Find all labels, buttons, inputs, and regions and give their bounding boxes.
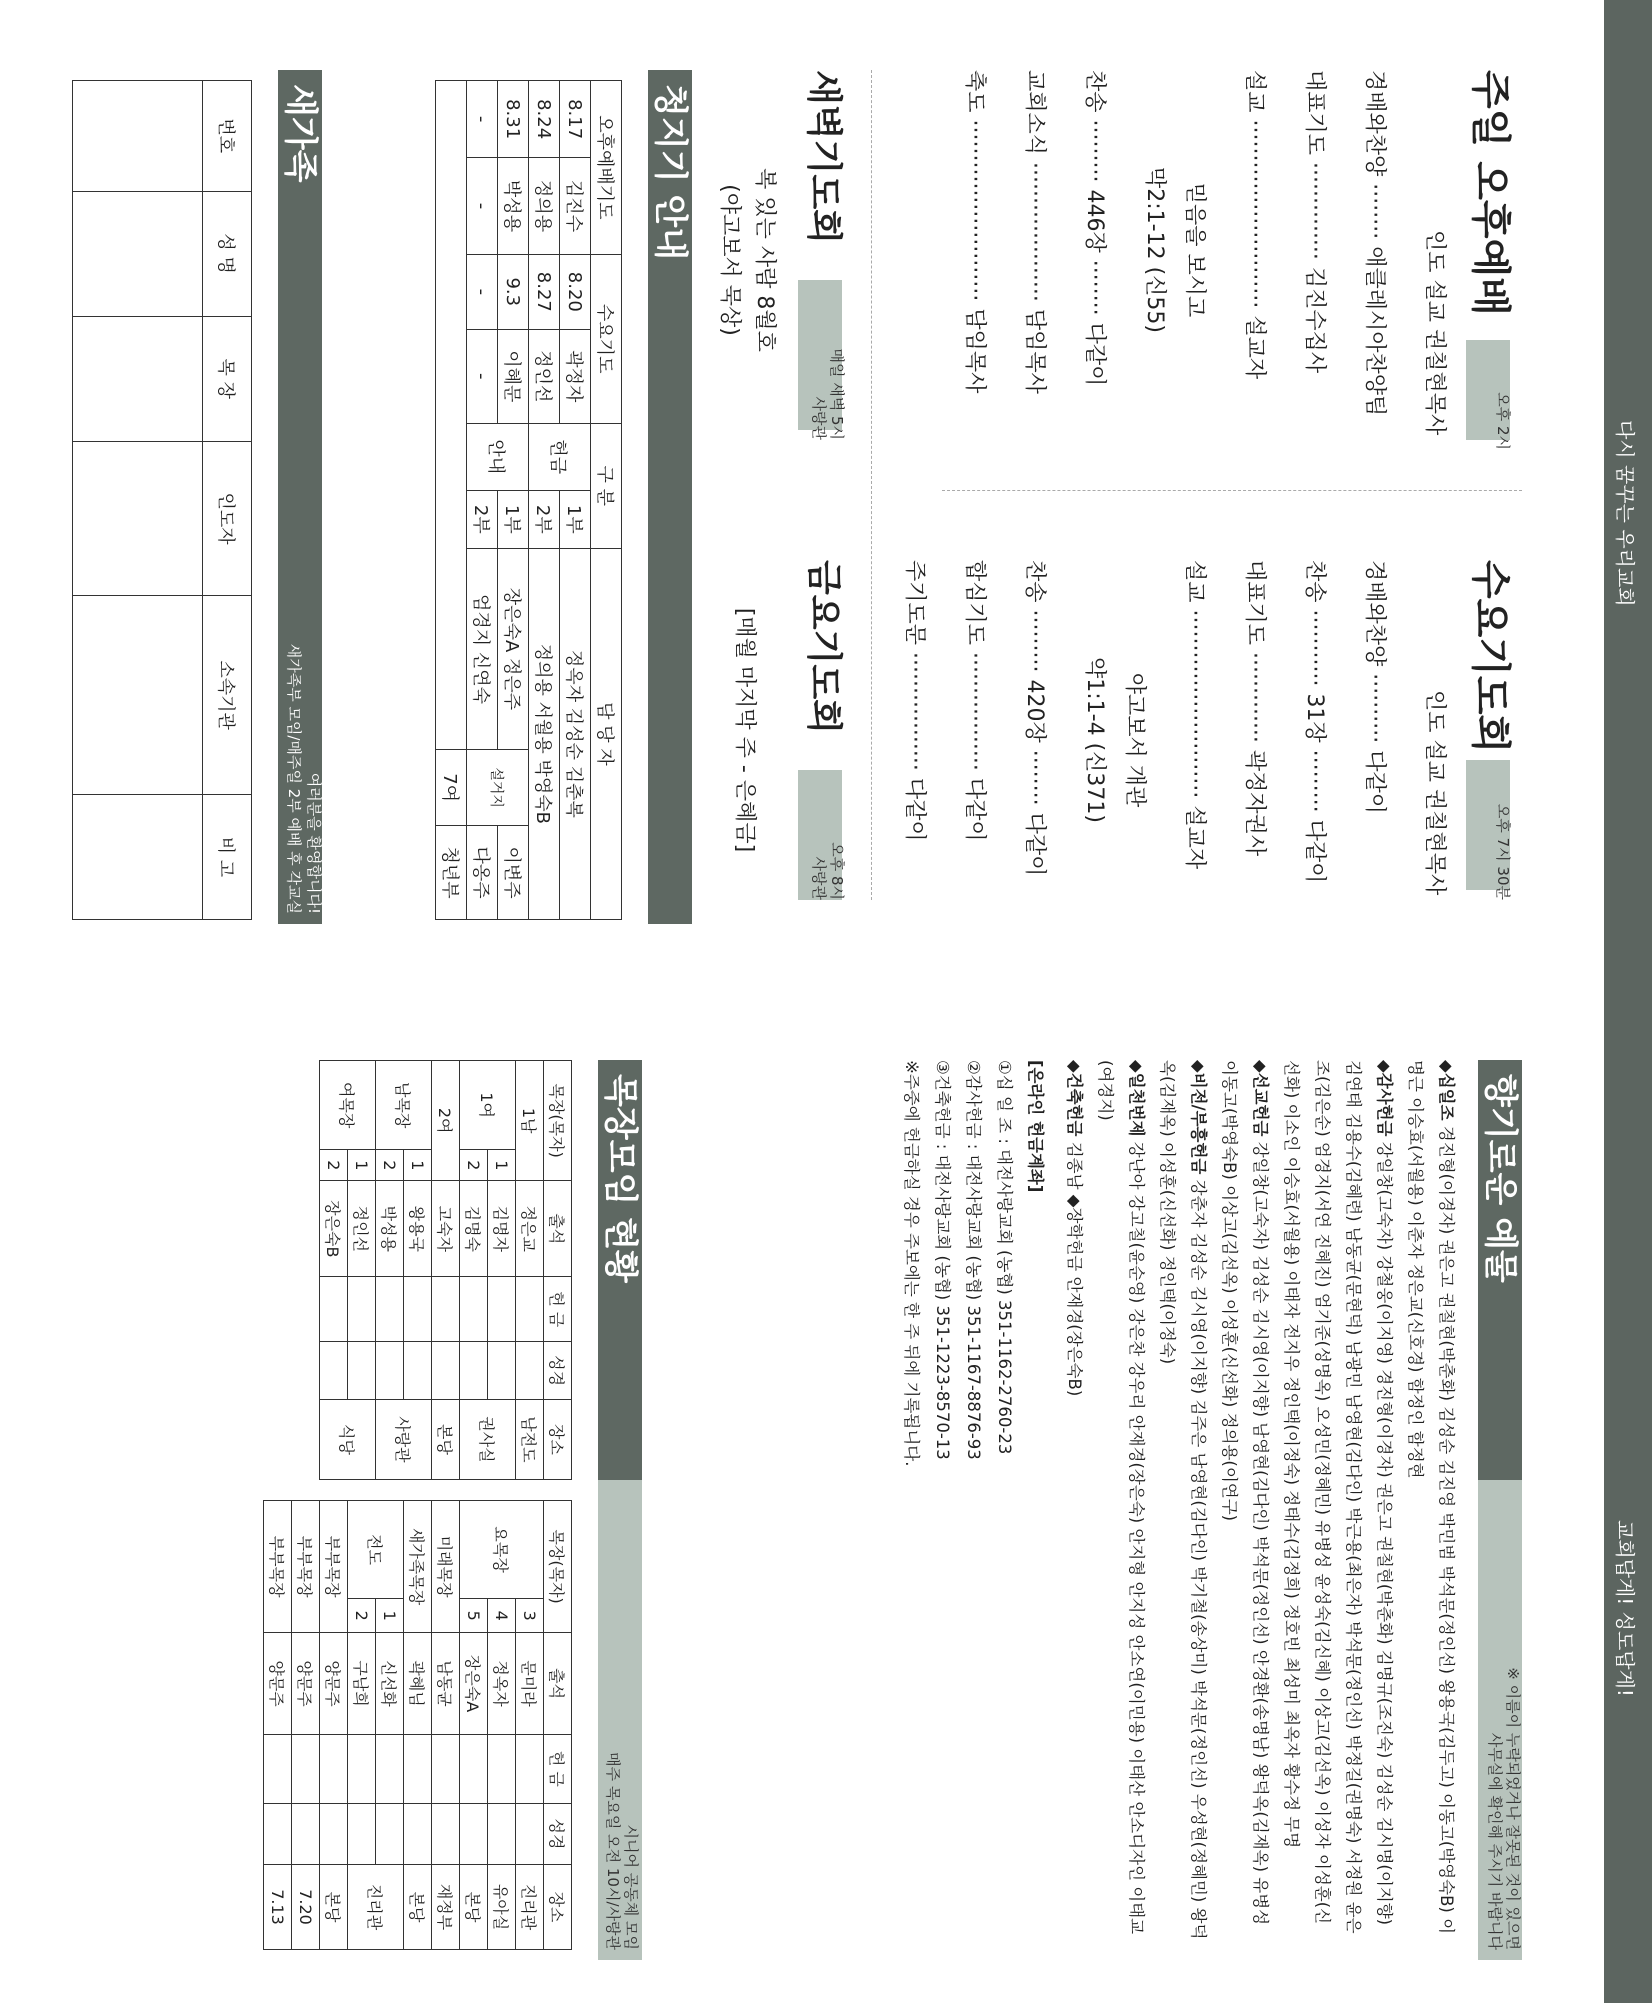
- dawn-sub: 매일 새벽 5시 사랑관: [810, 348, 846, 440]
- service-guide-title: 청지기 안내: [650, 84, 690, 261]
- table-row: 8.24 정의용 8.27 정인선 2부 정의용 서월용 박영숙B: [529, 81, 560, 920]
- table-row: 2여 고숙자 본당: [432, 1061, 460, 1480]
- dawn-line2: (야고보서 묵상): [717, 184, 742, 336]
- table-row: 5 장은숙A 본당: [460, 1501, 488, 1950]
- table-row: 부부목장 양문주 본당: [320, 1501, 348, 1950]
- cell-groups-table-right: 목장(목자) 출석 헌 금 성경 장소 요목장 3 문미라 진리관 4 정옥자 유아실 5 장은숙A 본당 미래목장 남동균 재정부 새가족목장 곽혜님 본당 전도 1 신선화 진리관 2 구남희 부부목장 양문주 본당 부부목장 양문주 7.20 부부목장 양문주 7.13: [263, 1500, 572, 1950]
- table-row: 7여 청년부: [436, 81, 467, 920]
- online-account: ③건축헌금 : 대전사랑교회 (농협) 351-1223-8570-13: [933, 1060, 952, 1460]
- sunday-pm-row: 대표기도 ·············· 김진수집사: [1302, 70, 1327, 374]
- wednesday-leader: 인도 설교 권칠현목사: [1422, 690, 1447, 896]
- table-row: 미래목장 남동균 재정부: [432, 1501, 460, 1950]
- wednesday-title: 수요기도회: [1467, 560, 1513, 754]
- online-title: [온라인 헌금계좌]: [1026, 1060, 1045, 1193]
- offering-item: ◆선교헌금 강일창(고숙자) 김성순 김시영(이지향) 남영현(김다인) 박석문(정인선) 안경환(송명남) 왕덕옥(김재옥) 유병성 이동고(박영숙B) 이상고(김선옥) 이성훈(신선화) 정의용(이연구): [1220, 1060, 1270, 1926]
- new-family-table: [72, 80, 252, 920]
- offering-header: [1478, 1060, 1522, 1494]
- table-row: [73, 81, 203, 920]
- offering-list: [896, 1060, 1462, 1940]
- service-guide-header: [648, 70, 692, 924]
- new-family-title: 새가족: [280, 84, 320, 183]
- wednesday-row: 경배와찬양 ·········· 다같이: [1362, 560, 1387, 814]
- wednesday-row: 설교 ··························· 설교자: [1182, 560, 1207, 870]
- row-divider: [871, 70, 872, 900]
- col-header: 담 당 자: [591, 548, 622, 919]
- col-header: 오후예배기도: [591, 81, 622, 255]
- table-row: 4 정옥자 유아실: [488, 1501, 516, 1950]
- motto-right: 교회답게! 성도답게!: [1613, 1520, 1637, 1697]
- col-header: 소속기관: [203, 596, 252, 795]
- table-row: 남목장 1 왕용국 사랑관: [404, 1061, 432, 1480]
- table-row: 새가족목장 곽혜님 본당: [404, 1501, 432, 1950]
- wednesday-sermon-title: 야고보서 개관: [1122, 672, 1147, 808]
- col-header: 목 장: [203, 316, 252, 441]
- friday-line1: [매월 마지막 주 - 은혜금]: [732, 607, 757, 853]
- wednesday-row: 찬송 ··········· 31장 ········· 다같이: [1302, 560, 1327, 884]
- dawn-title: 새벽기도회: [803, 70, 844, 244]
- cell-groups-header: [598, 1060, 642, 1494]
- column-divider: [942, 490, 1522, 491]
- offering-item: ◆감사헌금 강일창(고숙자) 강철웅(이지영) 경진형(이경자) 권은고 권칠현(박춘화) 김명규(조진숙) 김성순 김시명(이지향) 김연태 김용수(김혜련) 남동균(문현덕) 남광민 남영현(김다인) 박근용(최은자) 박석문(정인선) 박정길(권명숙) 서정원 윤은조(김은순) 엄경지(서연 진혜진) 엄기준(성명옥) 오성민(정혜민) 유병성 윤성숙(김신혜) 이상고(김선옥) 이성자 이성훈(신선화) 이소인 이승효(서월용) 이태자 전지우 정인택(이정숙) 정태수(김정희) 정호빈 최성미 최옥자 황수정 무명: [1282, 1060, 1394, 1934]
- table-row: 8.17 김진수 8.20 곽정자 헌금 1부 정옥자 김성순 김춘복: [560, 81, 591, 920]
- col-header: 성 명: [203, 191, 252, 316]
- col-header: 인도자: [203, 441, 252, 596]
- offering-item: ◆십일조 경진형(이경자) 권은고 권칠현(박춘화) 김성순 김진영 박민범 박석문(정인선) 왕용국(김두고) 이동고(박영숙B) 이명근 이승효(서월용) 이춘자 정은교(신호경) 함정인 함정현: [1406, 1060, 1456, 1935]
- offering-title: 향기로운 예물: [1480, 1074, 1520, 1283]
- sunday-pm-sermon-ref: 막2:1-12 (신55): [1142, 167, 1167, 333]
- wednesday-time: 오후 7시 30분: [1494, 803, 1512, 900]
- table-row: 요목장 3 문미라 진리관: [516, 1501, 544, 1950]
- cell-groups-title: 목장모임 현황: [600, 1074, 640, 1283]
- col-header: 번호: [203, 81, 252, 192]
- table-row: - - - - 2부 엄경지 신연숙 다옹주: [467, 81, 498, 920]
- friday-title: 금요기도회: [803, 560, 844, 734]
- table-row: 여목장 1 정인선 식당: [348, 1061, 376, 1480]
- table-row: 8.31 박성용 9.3 이혜문 안내 1부 장은숙A 정은주 설거지 이변주: [498, 81, 529, 920]
- dawn-line1: 복 있는 사람 8월호: [752, 168, 777, 352]
- table-row: 2 박성용: [376, 1061, 404, 1480]
- cell-groups-note: 시니어 공동체 모임 매주 목요일 오전 10시/사랑관: [604, 1752, 640, 1950]
- friday-sub: 오후 8시 사랑관: [810, 842, 846, 900]
- col-header: 비 고: [203, 794, 252, 919]
- online-account: ②감사헌금 : 대전사랑교회 (농협) 351-1167-8876-93: [964, 1060, 983, 1460]
- wednesday-row: 대표기도 ············· 곽정자권사: [1242, 560, 1267, 857]
- table-row: 1여 1 김명자 권사실: [488, 1061, 516, 1480]
- table-row: 2 구남희: [348, 1501, 376, 1950]
- offering-item: ◆건축헌금 김종남 ◆장학헌금 안재경(장은숙B): [1065, 1060, 1084, 1397]
- wednesday-row: 찬송 ········· 420장 ········ 다같이: [1022, 560, 1047, 877]
- sunday-pm-title: 주일 오후예배: [1467, 70, 1513, 316]
- sunday-pm-sermon-title: 믿음을 보시고: [1182, 182, 1207, 318]
- table-row: 1남 정은교 남전도: [516, 1061, 544, 1480]
- cell-groups-table-left: 목장(목자) 출석 헌 금 성경 장소 1남 정은교 남전도 1여 1 김명자 권사실 2 김명숙 2여 고숙자 본당 남목장 1 왕용국 사랑관 2 박성용 여목장 1 정인선 식당 2 장은숙B: [319, 1060, 572, 1480]
- wednesday-row: 주기도문 ················· 다같이: [902, 560, 927, 842]
- sunday-pm-row: 경배와찬양 ········ 애클레시아찬양팀: [1362, 70, 1387, 417]
- table-row: 부부목장 양문주 7.20: [292, 1501, 320, 1950]
- sunday-pm-row: 축도 ·························· 담임목사: [962, 70, 987, 394]
- service-guide-table: [435, 80, 622, 920]
- col-header: 수요기도: [591, 254, 622, 423]
- offering-item: ◆일천번제 강난아 강고칠(윤순영) 강은찬 강우리 안재경(장은숙) 안지형 안지성 안소연(이민용) 이태산 안소디자인 이태교(여경지): [1096, 1060, 1146, 1935]
- table-row: 부부목장 양문주 7.13: [264, 1501, 292, 1950]
- online-account: ①십 일 조 : 대전사랑교회 (농협) 351-1162-2760-23: [995, 1060, 1014, 1455]
- sunday-pm-row: 설교 ··························· 설교자: [1242, 70, 1267, 380]
- new-family-note: 여러분을 환영합니다! 새가족부 모임/매주일 2부 예배 후 각교실: [285, 643, 323, 914]
- new-family-header: [278, 70, 322, 924]
- sunday-pm-row: 찬송 ········· 446장 ········ 다같이: [1082, 70, 1107, 387]
- wednesday-row: 합심기도 ················· 다같이: [962, 560, 987, 842]
- sunday-pm-time: 오후 2시: [1494, 392, 1512, 450]
- header-bar: [1604, 0, 1652, 2003]
- sunday-pm-leader: 인도 설교 권칠현목사: [1422, 230, 1447, 436]
- offering-item: ◆비전/부흥헌금 강춘자 김성순 김시영(이지향) 김주은 남영현(김다인) 박기철(송상미) 박석문(정인선) 우성현(정혜민) 왕덕옥(김재옥) 이성훈(신선화) 정인택(이정숙): [1158, 1060, 1208, 1940]
- table-row: 전도 1 신선화 진리관: [376, 1501, 404, 1950]
- table-row: 2 김명숙: [460, 1061, 488, 1480]
- online-note: ※주중에 헌금하실 경우 주보에는 한 주 뒤에 기록됩니다.: [902, 1060, 921, 1467]
- motto-left: 다시 꿈꾸는 우리교회: [1613, 420, 1637, 607]
- table-row: 2 장은숙B: [320, 1061, 348, 1480]
- sunday-pm-row: 교회소식 ···················· 담임목사: [1022, 70, 1047, 394]
- offering-note: ※ 이름이 누락되었거나 잘못된 것이 있으면 사무실에 확인해 주시기 바랍니다: [1486, 1667, 1522, 1950]
- wednesday-sermon-ref: 약1:1-4 (신371): [1082, 657, 1107, 823]
- col-header: 구 분: [591, 423, 622, 548]
